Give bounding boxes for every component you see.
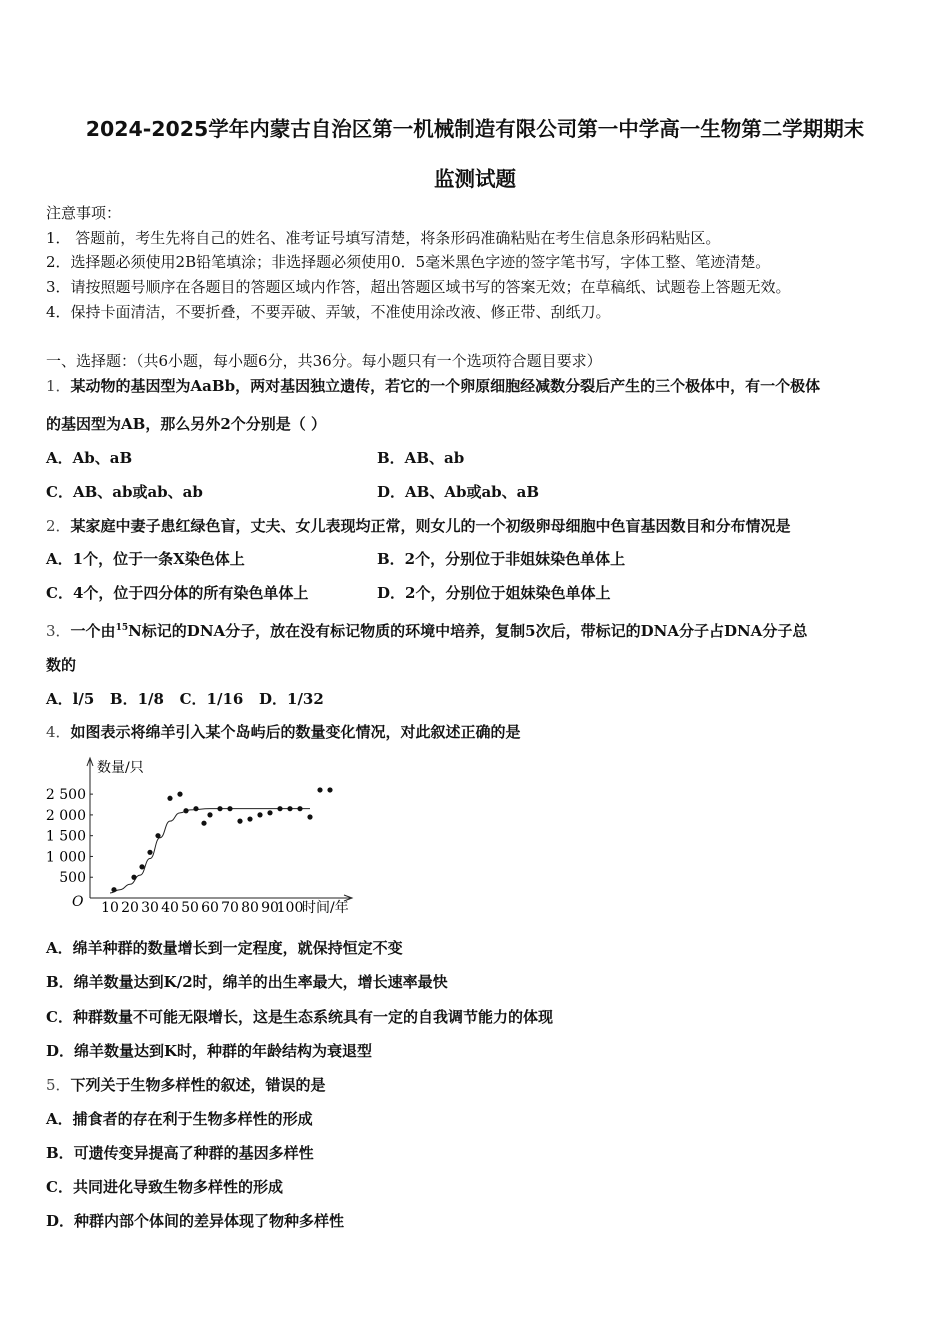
doc-title-line1: 2024-2025学年内蒙古自治区第一机械制造有限公司第一中学高一生物第二学期期末 [85,117,865,141]
y-tick-label: 500 [59,870,86,887]
data-point [327,787,332,792]
x-ticks [101,900,303,916]
y-tick-label: 2 000 [45,807,86,824]
q4-option-c[interactable]: C．种群数量不可能无限增长，这是生态系统具有一定的自我调节能力的体现 [46,1008,553,1026]
data-point [155,833,160,838]
data-point [131,875,136,880]
section-heading: 一、选择题：（共6小题，每小题6分，共36分。每小题只有一个选项符合题目要求） [46,352,602,370]
y-tick-label: 2 500 [45,787,86,804]
x-tick-label: 50 [181,900,199,916]
q5-option-a[interactable]: A．捕食者的存在利于生物多样性的形成 [46,1110,313,1128]
question-4-stem: 如图表示将绵羊引入某个岛屿后的数量变化情况，对此叙述正确的是 [70,723,521,741]
data-point [287,806,292,811]
q1-option-c[interactable]: C．AB、ab或ab、ab [46,483,203,501]
data-point [257,812,262,817]
q5-option-b[interactable]: B．可遗传变异提高了种群的基因多样性 [46,1144,314,1162]
notice-item-1: 1． 答题前，考生先将自己的姓名、准考证号填写清楚，将条形码准确粘贴在考生信息条形码粘贴区。 [46,229,721,247]
q2-option-d[interactable]: D．2个，分别位于姐妹染色单体上 [377,584,611,602]
data-point [297,806,302,811]
q2-option-b[interactable]: B．2个，分别位于非姐妹染色单体上 [377,550,626,568]
question-1-stem: 某动物的基因型为AaBb，两对基因独立遗传，若它的一个卵原细胞经减数分裂后产生的三个极体中，有一个极体 [70,377,821,395]
question-3-stem: N标记的DNA分子，放在没有标记物质的环境中培养，复制5次后，带标记的DNA分子占DNA分子总 [128,622,808,640]
question-3-line2: 数的 [46,656,77,674]
question-1-number: 1． [46,377,71,395]
data-point [247,816,252,821]
data-point [111,887,116,892]
data-point [193,806,198,811]
question-4-line1 [46,722,521,742]
question-5-stem: 下列关于生物多样性的叙述，错误的是 [70,1076,326,1094]
y-tick-label: 1 500 [45,828,86,845]
x-tick-label: 20 [121,900,139,916]
data-point [307,814,312,819]
y-tick-label: 1 000 [45,849,86,866]
notice-item-2: 2．选择题必须使用2B铅笔填涂；非选择题必须使用0．5毫米黑色字迹的签字笔书写，字体工整、笔迹清楚。 [46,253,771,271]
doc-title-line2: 监测试题 [434,167,516,191]
data-point [317,787,322,792]
notice-item-4: 4．保持卡面清洁，不要折叠，不要弄破、弄皱，不准使用涂改液、修正带、刮纸刀。 [46,303,611,321]
q4-option-b[interactable]: B．绵羊数量达到K/2时，绵羊的出生率最大，增长速率最快 [46,973,448,991]
notice-heading: 注意事项： [46,204,122,222]
data-points [111,787,332,892]
isotope-superscript: 15 [115,623,129,633]
q5-option-c[interactable]: C．共同进化导致生物多样性的形成 [46,1178,283,1196]
x-tick-label: 70 [221,900,239,916]
data-point [207,812,212,817]
notice-item-3: 3．请按照题号顺序在各题目的答题区域内作答，超出答题区域书写的答案无效；在草稿纸、试题卷上答题无效。 [46,278,791,296]
q5-option-d[interactable]: D．种群内部个体间的差异体现了物种多样性 [46,1212,345,1230]
data-point [267,810,272,815]
q1-option-b[interactable]: B．AB、ab [377,449,465,467]
data-point [201,821,206,826]
q4-option-a[interactable]: A．绵羊种群的数量增长到一定程度，就保持恒定不变 [46,939,403,957]
q3-options[interactable]: A．l/5 B．1/8 C．1/16 D．1/32 [46,690,324,708]
y-axis-label: 数量/只 [97,760,144,776]
data-point [177,792,182,797]
y-ticks [46,787,93,886]
q2-option-a[interactable]: A．1个，位于一条X染色体上 [46,550,245,568]
question-1-line1 [46,376,820,396]
population-chart [44,752,364,922]
x-tick-label: 100 [276,900,304,916]
q2-option-c[interactable]: C．4个，位于四分体的所有染色单体上 [46,584,309,602]
data-point [183,808,188,813]
question-4-number: 4． [46,723,71,741]
x-axis-label: 时间/年 [302,900,349,916]
chart-axes [87,758,352,901]
question-2-stem: 某家庭中妻子患红绿色盲，丈夫、女儿表现均正常，则女儿的一个初级卵母细胞中色盲基因数目和分布情况是 [70,517,791,535]
question-3-number: 3． [46,622,71,640]
x-tick-label: 40 [161,900,179,916]
x-tick-label: 10 [101,900,119,916]
x-tick-label: 80 [241,900,259,916]
growth-curve [110,809,310,893]
question-2-number: 2． [46,517,71,535]
data-point [227,806,232,811]
data-point [139,864,144,869]
question-5-line1 [46,1075,326,1095]
data-point [167,796,172,801]
data-point [277,806,282,811]
question-1-line2: 的基因型为AB，那么另外2个分别是（ ） [46,415,326,433]
origin-label: O [72,894,84,910]
q1-option-a[interactable]: A．Ab、aB [46,449,133,467]
x-tick-label: 30 [141,900,159,916]
q4-option-d[interactable]: D．绵羊数量达到K时，种群的年龄结构为衰退型 [46,1042,373,1060]
question-3-line1 [46,618,807,641]
x-tick-label: 90 [261,900,279,916]
question-3-pre: 一个由 [70,622,116,640]
data-point [237,819,242,824]
question-5-number: 5． [46,1076,71,1094]
question-2-line1 [46,516,791,536]
data-point [147,850,152,855]
q1-option-d[interactable]: D．AB、Ab或ab、aB [377,483,540,501]
data-point [217,806,222,811]
x-tick-label: 60 [201,900,219,916]
